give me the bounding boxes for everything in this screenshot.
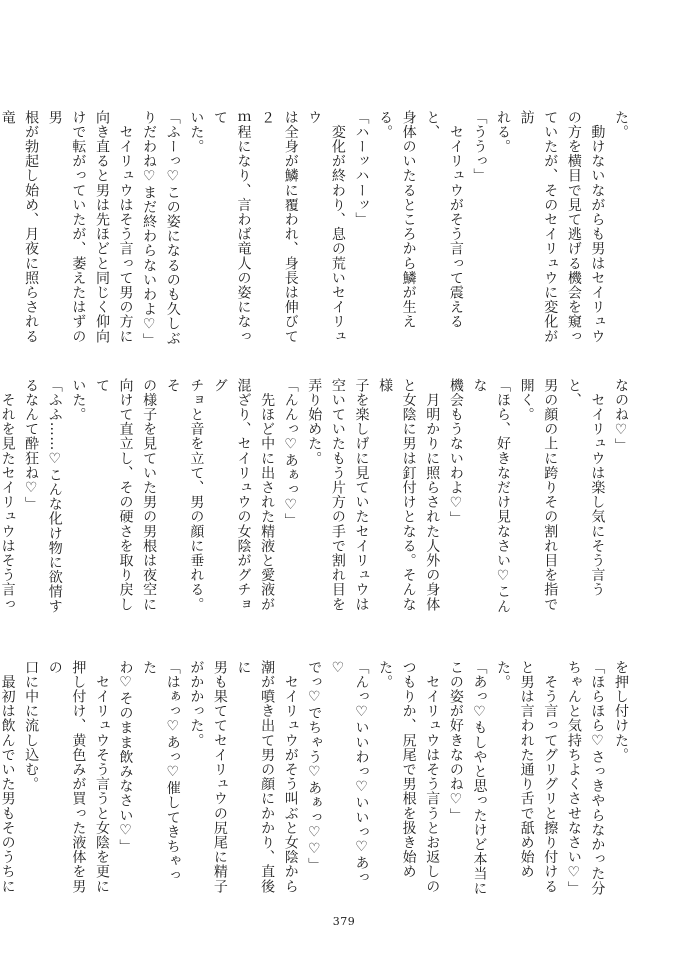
text-line: そう言ってグリグリと擦り付ける	[542, 660, 559, 894]
text-line: けで転がっていたが、萎えたはずの男	[46, 110, 87, 344]
text-line: ｍ程になり、言わば竜人の姿になって	[211, 110, 252, 344]
text-line: 根が勃起し始め、月夜に照らされる竜	[0, 110, 40, 344]
text-line: た。	[613, 110, 629, 140]
text-line: 「ハーッハーッ」	[353, 110, 370, 227]
text-line: わ♡そのまま飲みなさい♡」	[117, 660, 134, 854]
text-line: 変化が終わり、息の荒いセイリュウ	[306, 110, 346, 344]
text-line: 「はぁっ♡あっ♡催してきちゃった	[141, 660, 181, 883]
text-line: 最初は飲んでいた男もそのうちに	[0, 660, 16, 894]
text-line: を押し付けた。	[613, 660, 629, 763]
text-tier-bottom	[0, 660, 632, 896]
text-tier-middle	[0, 378, 632, 614]
text-line: 弄り始めた。	[306, 378, 323, 466]
text-line: ていたが、そのセイリュウに変化が訪	[518, 110, 559, 344]
text-line: いた。	[70, 378, 87, 422]
text-line: 子を楽しげに見ていたセイリュウは	[353, 378, 370, 612]
text-line: 「ふふ……♡こんな化け物に欲情す	[46, 378, 63, 614]
text-line: 機会もうないわよ♡」	[447, 378, 464, 526]
text-line: それを見たセイリュウはそう言っ	[0, 378, 16, 612]
text-line: と男は言われた通り舌で舐め始めた。	[495, 660, 535, 879]
text-line: 月明かりに照らされた人外の身体	[424, 378, 441, 612]
text-line: 混ざり、セイリュウの女陰がグチョグ	[211, 378, 252, 612]
text-line: 身体のいたるところから鱗が生える。	[377, 110, 417, 329]
text-line: ちゃんと気持ちよくさせなさい♡」	[565, 660, 582, 896]
text-line: つもりか、尻尾で男根を扱き始めた。	[377, 660, 417, 879]
text-line: の様子を見ていた男の男根は夜空に	[141, 378, 158, 612]
text-line: 向き直ると男は先ほどと同じく仰向	[93, 110, 110, 344]
text-line: 「ほら、好きなだけ見なさい♡こんな	[471, 378, 512, 614]
text-line: 口に中に流し込む。	[23, 660, 40, 792]
text-line: の方を横目で見て逃げる機会を窺っ	[565, 110, 582, 344]
text-line: 「ふーっ♡この姿になるのも久しぶ	[164, 110, 181, 346]
text-line: 押し付け、黄色みが買った液体を男の	[46, 660, 87, 894]
text-line: なのね♡」	[613, 378, 629, 453]
text-line: セイリュウそう言うと女陰を更に	[93, 660, 110, 894]
text-line: 「あっ♡もしやと思ったけど本当に	[471, 660, 488, 896]
text-line: 男の顔の上に跨りその割れ目を指で	[542, 378, 559, 612]
text-line: るなんて酔狂ね♡」	[23, 378, 40, 512]
text-line: セイリュウがそう言って震えると、	[424, 110, 464, 329]
text-line: 動けないながらも男はセイリュウ	[589, 110, 606, 344]
text-tier-top	[0, 110, 632, 348]
text-line: は全身が鱗に覆われ、身長は伸びて２	[259, 110, 299, 344]
text-line: でっ♡でちゃう♡あぁっ♡♡」	[306, 660, 323, 873]
text-line: 開く。	[518, 378, 535, 422]
text-line: いた。	[188, 110, 205, 154]
text-line: 空いていたもう片方の手で割れ目を	[329, 378, 346, 612]
text-line: 「んんっ♡あぁっ♡」	[282, 378, 299, 528]
text-line: 「ううっ」	[471, 110, 488, 183]
text-line: 「んっ♡いいわっ♡いいっ♡あっ♡	[329, 660, 370, 885]
text-line: がかかった。	[188, 660, 205, 748]
text-line: れる。	[495, 110, 512, 154]
text-line: 向けて直立し、その硬さを取り戻して	[93, 378, 134, 612]
text-line: 先ほど中に出された精液と愛液が	[259, 378, 276, 612]
text-line: セイリュウはそう言って男の方に	[117, 110, 134, 344]
text-line: りだわね♡まだ終わらないわよ♡」	[141, 110, 158, 348]
text-line: セイリュウは楽し気にそう言うと、	[565, 378, 606, 597]
text-line: 潮が噴き出て男の顔にかかり、直後に	[235, 660, 276, 894]
text-line: チョと音を立て、男の顔に垂れる。そ	[164, 378, 205, 612]
text-line: 「ほらほら♡さっきやらなかった分	[589, 660, 606, 896]
text-line: この姿が好きなのね♡」	[447, 660, 464, 823]
text-line: セイリュウがそう叫ぶと女陰から	[282, 660, 299, 894]
page-number: 379	[332, 915, 356, 928]
text-line: セイリュウはそう言うとお返しの	[424, 660, 441, 894]
text-line: と女陰に男は釘付けとなる。そんな様	[377, 378, 417, 612]
text-line: 男も果ててセイリュウの尻尾に精子	[211, 660, 228, 894]
